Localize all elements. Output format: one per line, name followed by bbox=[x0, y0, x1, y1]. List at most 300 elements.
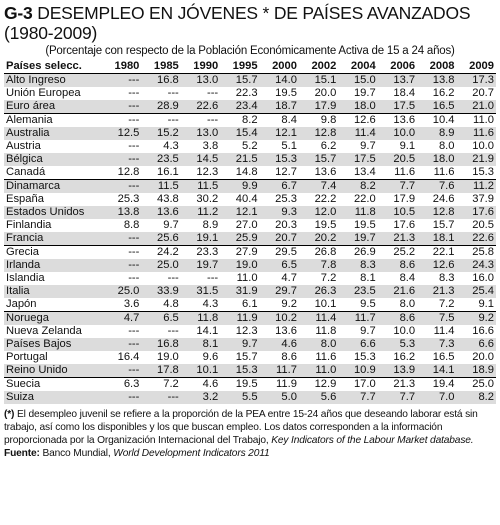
table-cell: 12.1 bbox=[275, 127, 297, 139]
table-cell: --- bbox=[167, 325, 179, 337]
table-cell: 12.6 bbox=[338, 114, 377, 128]
table-cell: 12.9 bbox=[299, 378, 338, 392]
table-cell: 6.2 bbox=[320, 140, 337, 152]
table-cell: 11.4 bbox=[354, 127, 376, 139]
table-cell: 22.6 bbox=[196, 100, 219, 112]
table-cell: 15.7 bbox=[432, 219, 455, 231]
table-cell: 5.0 bbox=[281, 391, 297, 403]
table-cell: 16.4 bbox=[117, 351, 140, 363]
table-cell: 4.6 bbox=[181, 378, 220, 392]
table-cell: 30.2 bbox=[196, 193, 219, 205]
table-cell: 6.1 bbox=[242, 298, 258, 310]
table-cell: 12.6 bbox=[432, 259, 455, 271]
table-cell: --- bbox=[102, 114, 141, 128]
table-cell: 6.6 bbox=[478, 338, 494, 350]
table-cell: 16.5 bbox=[432, 351, 455, 363]
table-cell: 23.4 bbox=[235, 100, 258, 112]
table-row bbox=[4, 338, 496, 351]
table-cell: 18.0 bbox=[353, 100, 376, 112]
table-cell: 11.2 bbox=[197, 206, 219, 218]
table-header-row bbox=[4, 60, 496, 74]
table-cell: 25.2 bbox=[378, 246, 417, 260]
country-name: Canadá bbox=[6, 166, 46, 178]
country-name: Australia bbox=[6, 127, 50, 139]
column-header-year: 2008 bbox=[417, 60, 456, 74]
table-cell: 25.6 bbox=[157, 232, 179, 244]
table-cell: 19.0 bbox=[235, 259, 258, 271]
footnote-marker: (*) bbox=[4, 409, 15, 420]
table-cell: 25.0 bbox=[457, 378, 496, 392]
table-cell: 15.1 bbox=[314, 74, 337, 86]
table-cell: 7.6 bbox=[417, 180, 456, 194]
table-cell: 28.9 bbox=[157, 100, 179, 112]
table-cell: 7.0 bbox=[438, 391, 455, 403]
table-cell: 8.0 bbox=[399, 298, 416, 310]
country-name: Portugal bbox=[6, 351, 48, 363]
table-cell: 13.0 bbox=[196, 127, 219, 139]
table-cell: 16.2 bbox=[393, 351, 416, 363]
footnote bbox=[4, 408, 496, 460]
table-cell: 11.8 bbox=[315, 325, 337, 337]
table-cell: 5.6 bbox=[320, 391, 337, 403]
table-cell: 16.1 bbox=[157, 166, 179, 178]
table-cell: 8.3 bbox=[360, 259, 376, 271]
table-cell: 11.8 bbox=[181, 312, 220, 326]
table-cell: 18.4 bbox=[393, 87, 416, 99]
table-cell: 19.4 bbox=[417, 378, 456, 392]
table-cell: 16.5 bbox=[432, 100, 455, 112]
table-cell: 43.8 bbox=[157, 193, 179, 205]
table-cell: 10.1 bbox=[196, 364, 219, 376]
table-cell: 18.0 bbox=[432, 153, 455, 165]
table-cell: 19.0 bbox=[157, 351, 179, 363]
table-cell: 11.7 bbox=[276, 364, 297, 376]
table-cell: 16.8 bbox=[157, 338, 179, 350]
table-cell: 40.4 bbox=[235, 193, 258, 205]
table-cell: 37.9 bbox=[472, 193, 494, 205]
table-cell: --- bbox=[102, 246, 141, 260]
table-cell: 11.9 bbox=[220, 312, 259, 326]
table-cell: --- bbox=[181, 114, 220, 128]
table-cell: 25.4 bbox=[472, 285, 494, 297]
column-header-year: 2004 bbox=[338, 60, 377, 74]
country-name: Finlandia bbox=[6, 219, 52, 231]
table-row bbox=[4, 364, 496, 378]
table-cell: 8.6 bbox=[281, 351, 297, 363]
table-cell: --- bbox=[128, 338, 140, 350]
table-cell: 20.7 bbox=[275, 232, 297, 244]
table-cell: 5.1 bbox=[281, 140, 297, 152]
table-cell: 9.7 bbox=[360, 325, 376, 337]
column-header-year: 1995 bbox=[220, 60, 259, 74]
table-cell: 15.7 bbox=[314, 153, 337, 165]
table-cell: --- bbox=[167, 391, 179, 403]
table-row bbox=[4, 127, 496, 140]
table-cell: 22.3 bbox=[235, 87, 258, 99]
table-cell: 9.8 bbox=[299, 114, 338, 128]
table-cell: 21.6 bbox=[393, 285, 416, 297]
table-cell: 15.3 bbox=[275, 153, 297, 165]
table-cell: --- bbox=[128, 259, 140, 271]
table-cell: 8.1 bbox=[202, 338, 219, 350]
table-row bbox=[4, 232, 496, 246]
table-cell: 8.3 bbox=[438, 272, 455, 284]
table-row bbox=[4, 114, 496, 128]
table-cell: 15.7 bbox=[235, 74, 258, 86]
country-name: Unión Europea bbox=[6, 87, 81, 99]
table-body bbox=[4, 74, 496, 405]
table-cell: 8.2 bbox=[338, 180, 377, 194]
table-cell: 17.5 bbox=[353, 153, 376, 165]
table-cell: 7.3 bbox=[438, 338, 455, 350]
chart-code: G-3 bbox=[4, 3, 33, 23]
title-text: DESEMPLEO EN JÓVENES * DE PAÍSES AVANZADOS bbox=[37, 3, 471, 23]
table-row bbox=[4, 87, 496, 100]
table-row bbox=[4, 100, 496, 114]
table-cell: 19.5 bbox=[353, 219, 376, 231]
column-header-year: 2002 bbox=[299, 60, 338, 74]
table-cell: 12.7 bbox=[275, 166, 297, 178]
table-cell: 17.9 bbox=[314, 100, 337, 112]
country-name: Bélgica bbox=[6, 153, 43, 165]
table-cell: 22.1 bbox=[417, 246, 456, 260]
table-cell: 14.8 bbox=[235, 166, 258, 178]
table-cell: 12.8 bbox=[314, 127, 337, 139]
table-cell: 11.0 bbox=[236, 272, 258, 284]
table-cell: 4.3 bbox=[163, 140, 179, 152]
table-cell: 9.5 bbox=[360, 298, 376, 310]
table-cell: --- bbox=[128, 87, 140, 99]
country-name: Estados Unidos bbox=[6, 206, 85, 218]
table-cell: 17.6 bbox=[393, 219, 416, 231]
table-cell: 8.6 bbox=[378, 312, 417, 326]
country-name: Islandia bbox=[6, 272, 45, 284]
table-cell: 13.6 bbox=[275, 325, 297, 337]
country-name: Alto Ingreso bbox=[6, 74, 66, 86]
table-cell: 15.3 bbox=[235, 364, 258, 376]
table-cell: 15.3 bbox=[472, 166, 494, 178]
country-name: Suecia bbox=[4, 378, 102, 392]
table-cell: 11.6 bbox=[394, 166, 416, 178]
country-name: Países Bajos bbox=[6, 338, 72, 350]
country-name: Noruega bbox=[4, 312, 102, 326]
table-cell: 24.2 bbox=[141, 246, 180, 260]
table-cell: --- bbox=[206, 272, 219, 284]
table-cell: 10.5 bbox=[393, 206, 416, 218]
table-cell: 25.9 bbox=[235, 232, 258, 244]
table-cell: 11.0 bbox=[457, 114, 496, 128]
table-cell: 5.2 bbox=[242, 140, 258, 152]
table-cell: 21.5 bbox=[235, 153, 258, 165]
table-row bbox=[4, 378, 496, 392]
table-cell: 13.8 bbox=[117, 206, 140, 218]
table-cell: 10.4 bbox=[417, 114, 456, 128]
table-cell: 13.8 bbox=[432, 74, 455, 86]
table-cell: 16.6 bbox=[472, 325, 494, 337]
table-cell: 20.5 bbox=[393, 153, 416, 165]
table-cell: 5.3 bbox=[399, 338, 416, 350]
table-cell: 9.1 bbox=[478, 298, 494, 310]
table-cell: 13.6 bbox=[314, 166, 337, 178]
table-cell: 9.2 bbox=[457, 312, 496, 326]
table-cell: 26.3 bbox=[314, 285, 337, 297]
table-cell: 25.8 bbox=[457, 246, 496, 260]
table-cell: 15.7 bbox=[235, 351, 258, 363]
table-cell: 3.6 bbox=[123, 298, 140, 310]
table-cell: 15.4 bbox=[235, 127, 258, 139]
table-cell: 8.1 bbox=[360, 272, 376, 284]
table-cell: 15.0 bbox=[353, 74, 376, 86]
table-cell: 24.6 bbox=[432, 193, 455, 205]
table-cell: --- bbox=[167, 272, 179, 284]
column-header-year: 1980 bbox=[102, 60, 141, 74]
country-name: Euro área bbox=[6, 100, 56, 112]
table-cell: 15.3 bbox=[353, 351, 376, 363]
table-cell: 27.0 bbox=[235, 219, 258, 231]
table-cell: 17.3 bbox=[472, 74, 494, 86]
table-cell: 8.0 bbox=[438, 140, 455, 152]
table-cell: 12.3 bbox=[196, 166, 219, 178]
table-cell: 17.6 bbox=[472, 206, 494, 218]
table-cell: 9.7 bbox=[360, 140, 376, 152]
table-cell: 21.3 bbox=[432, 285, 455, 297]
table-cell: 7.4 bbox=[299, 180, 338, 194]
table-cell: 31.5 bbox=[196, 285, 219, 297]
table-cell: 23.3 bbox=[181, 246, 220, 260]
table-cell: 10.9 bbox=[353, 364, 376, 376]
table-cell: 12.0 bbox=[314, 206, 337, 218]
table-cell: 22.6 bbox=[472, 232, 494, 244]
table-cell: 4.6 bbox=[281, 338, 297, 350]
table-cell: 4.7 bbox=[281, 272, 297, 284]
table-cell: 26.8 bbox=[299, 246, 338, 260]
table-cell: 9.7 bbox=[242, 338, 258, 350]
table-cell: 18.9 bbox=[472, 364, 494, 376]
table-cell: --- bbox=[128, 325, 140, 337]
table-cell: 22.2 bbox=[314, 193, 337, 205]
country-name: Francia bbox=[6, 232, 44, 244]
table-cell: 4.8 bbox=[163, 298, 179, 310]
table-cell: 17.5 bbox=[393, 100, 416, 112]
footnote-text: El desempleo juvenil se refiere a la proporción de la PEA entre 15-24 años que deseando laborar está sin trabajo, así como los disponibles y los que buscan empleo. Los datos corresponden a la información proporcionada por la Organización Internacional del Trabajo, bbox=[4, 409, 478, 446]
table-cell: 7.5 bbox=[417, 312, 456, 326]
table-cell: 33.9 bbox=[157, 285, 179, 297]
source-text: Banco Mundial, bbox=[42, 448, 111, 459]
country-name: Suiza bbox=[6, 391, 34, 403]
table-cell: 16.8 bbox=[157, 74, 179, 86]
table-cell: 25.3 bbox=[117, 193, 140, 205]
table-cell: 7.7 bbox=[360, 391, 376, 403]
table-cell: 19.5 bbox=[275, 87, 297, 99]
table-cell: 19.5 bbox=[220, 378, 259, 392]
table-cell: 19.5 bbox=[314, 219, 337, 231]
footnote-source-title: Key Indicators of the Labour Market database. bbox=[271, 435, 474, 446]
table-cell: 10.2 bbox=[260, 312, 299, 326]
table-cell: 13.9 bbox=[393, 364, 416, 376]
table-cell: 27.9 bbox=[220, 246, 259, 260]
table-cell: 6.5 bbox=[281, 259, 297, 271]
table-cell: 7.7 bbox=[378, 180, 417, 194]
table-cell: 15.2 bbox=[157, 127, 179, 139]
country-name: Italia bbox=[6, 285, 30, 297]
table-cell: 6.3 bbox=[102, 378, 141, 392]
table-cell: 17.9 bbox=[393, 193, 416, 205]
table-cell: 20.3 bbox=[275, 219, 297, 231]
country-name: España bbox=[6, 193, 44, 205]
table-row bbox=[4, 259, 496, 272]
table-row bbox=[4, 391, 496, 404]
table-cell: --- bbox=[141, 114, 180, 128]
table-cell: 12.8 bbox=[432, 206, 455, 218]
table-row bbox=[4, 298, 496, 312]
table-cell: 24.3 bbox=[472, 259, 494, 271]
table-cell: --- bbox=[128, 272, 140, 284]
table-cell: 6.6 bbox=[360, 338, 376, 350]
table-cell: 7.7 bbox=[399, 391, 416, 403]
table-cell: 11.4 bbox=[299, 312, 338, 326]
table-cell: 19.7 bbox=[196, 259, 219, 271]
table-cell: 22.0 bbox=[353, 193, 376, 205]
table-cell: 14.5 bbox=[196, 153, 219, 165]
table-cell: --- bbox=[128, 391, 140, 403]
table-cell: --- bbox=[128, 74, 140, 86]
table-cell: 20.7 bbox=[472, 87, 494, 99]
country-name: Austria bbox=[6, 140, 41, 152]
country-name: Alemania bbox=[4, 114, 102, 128]
table-row bbox=[4, 246, 496, 260]
table-cell: 7.2 bbox=[438, 298, 455, 310]
table-cell: 26.9 bbox=[338, 246, 377, 260]
table-cell: 14.1 bbox=[432, 364, 455, 376]
subtitle: (Porcentaje con respecto de la Población Económicamente Activa de 15 a 24 años) bbox=[45, 45, 455, 57]
table-row bbox=[4, 180, 496, 194]
table-row bbox=[4, 312, 496, 326]
table-cell: 9.7 bbox=[163, 219, 179, 231]
table-cell: 31.9 bbox=[235, 285, 258, 297]
country-name: Japón bbox=[6, 298, 37, 310]
table-row bbox=[4, 153, 496, 166]
table-cell: 9.3 bbox=[281, 206, 297, 218]
table-cell: --- bbox=[102, 180, 141, 194]
table-cell: 12.1 bbox=[235, 206, 258, 218]
table-cell: 20.5 bbox=[472, 219, 494, 231]
country-name: Dinamarca bbox=[4, 180, 102, 194]
table-cell: 8.4 bbox=[399, 272, 416, 284]
table-cell: 11.4 bbox=[433, 325, 455, 337]
table-cell: 17.8 bbox=[157, 364, 179, 376]
table-cell: 6.7 bbox=[260, 180, 299, 194]
table-cell: 23.5 bbox=[353, 285, 376, 297]
table-cell: 8.2 bbox=[220, 114, 259, 128]
table-cell: 8.0 bbox=[320, 338, 337, 350]
table-cell: 8.8 bbox=[123, 219, 140, 231]
table-cell: 19.7 bbox=[353, 87, 376, 99]
table-cell: 11.5 bbox=[181, 180, 220, 194]
table-row bbox=[4, 140, 496, 153]
column-header-year: 2006 bbox=[378, 60, 417, 74]
table-cell: 19.1 bbox=[196, 232, 219, 244]
table-row bbox=[4, 285, 496, 298]
table-cell: 11.8 bbox=[354, 206, 376, 218]
table-cell: 9.9 bbox=[220, 180, 259, 194]
table-cell: 11.2 bbox=[457, 180, 496, 194]
table-cell: 9.6 bbox=[202, 351, 219, 363]
table-cell: 11.6 bbox=[433, 166, 455, 178]
table-cell: 21.3 bbox=[378, 378, 417, 392]
table-cell: 5.5 bbox=[242, 391, 258, 403]
table-cell: 29.7 bbox=[275, 285, 297, 297]
table-cell: 9.1 bbox=[399, 140, 416, 152]
country-name: Irlanda bbox=[6, 259, 41, 271]
table-cell: 8.9 bbox=[438, 127, 455, 139]
table-row bbox=[4, 166, 496, 180]
table-cell: 7.2 bbox=[141, 378, 180, 392]
table-cell: 20.2 bbox=[314, 232, 337, 244]
table-cell: 11.6 bbox=[473, 127, 494, 139]
table-cell: --- bbox=[128, 100, 140, 112]
country-name: Nueva Zelanda bbox=[6, 325, 82, 337]
table-row bbox=[4, 219, 496, 232]
table-cell: 18.1 bbox=[432, 232, 455, 244]
table-cell: 11.6 bbox=[315, 351, 337, 363]
table-cell: 25.0 bbox=[117, 285, 140, 297]
data-table bbox=[4, 60, 496, 404]
table-cell: --- bbox=[167, 87, 179, 99]
table-cell: 8.9 bbox=[202, 219, 219, 231]
table-cell: 8.4 bbox=[260, 114, 299, 128]
table-row bbox=[4, 351, 496, 364]
table-cell: 7.8 bbox=[320, 259, 337, 271]
table-cell: 20.0 bbox=[314, 87, 337, 99]
table-cell: 8.2 bbox=[478, 391, 494, 403]
table-cell: 21.9 bbox=[472, 153, 494, 165]
table-cell: 16.2 bbox=[432, 87, 455, 99]
table-cell: 12.3 bbox=[235, 325, 258, 337]
source-title: World Development Indicators 2011 bbox=[113, 448, 270, 459]
country-name: Grecia bbox=[4, 246, 102, 260]
table-cell: 3.8 bbox=[202, 140, 219, 152]
table-cell: 14.1 bbox=[196, 325, 219, 337]
column-header-year: 1990 bbox=[181, 60, 220, 74]
source-label: Fuente: bbox=[4, 448, 40, 459]
column-header-year: 2000 bbox=[260, 60, 299, 74]
table-row bbox=[4, 272, 496, 285]
table-cell: 21.3 bbox=[393, 232, 416, 244]
table-cell: 21.0 bbox=[472, 100, 494, 112]
table-row bbox=[4, 74, 496, 88]
table-cell: 12.5 bbox=[117, 127, 140, 139]
table-cell: --- bbox=[128, 364, 140, 376]
table-cell: 11.5 bbox=[141, 180, 180, 194]
table-cell: 13.6 bbox=[378, 114, 417, 128]
table-cell: 10.1 bbox=[314, 298, 337, 310]
table-cell: 17.0 bbox=[338, 378, 377, 392]
table-cell: 6.5 bbox=[141, 312, 180, 326]
table-cell: 25.3 bbox=[275, 193, 297, 205]
table-cell: 29.5 bbox=[260, 246, 299, 260]
table-cell: 4.7 bbox=[102, 312, 141, 326]
title-period: (1980-2009) bbox=[4, 23, 98, 43]
table-cell: 3.2 bbox=[202, 391, 219, 403]
table-cell: --- bbox=[128, 153, 140, 165]
table-cell: 11.0 bbox=[315, 364, 337, 376]
table-cell: 10.0 bbox=[393, 325, 416, 337]
table-cell: 23.5 bbox=[157, 153, 179, 165]
table-cell: 13.7 bbox=[393, 74, 416, 86]
table-row bbox=[4, 206, 496, 219]
table-cell: 11.7 bbox=[338, 312, 377, 326]
table-cell: 16.0 bbox=[472, 272, 494, 284]
